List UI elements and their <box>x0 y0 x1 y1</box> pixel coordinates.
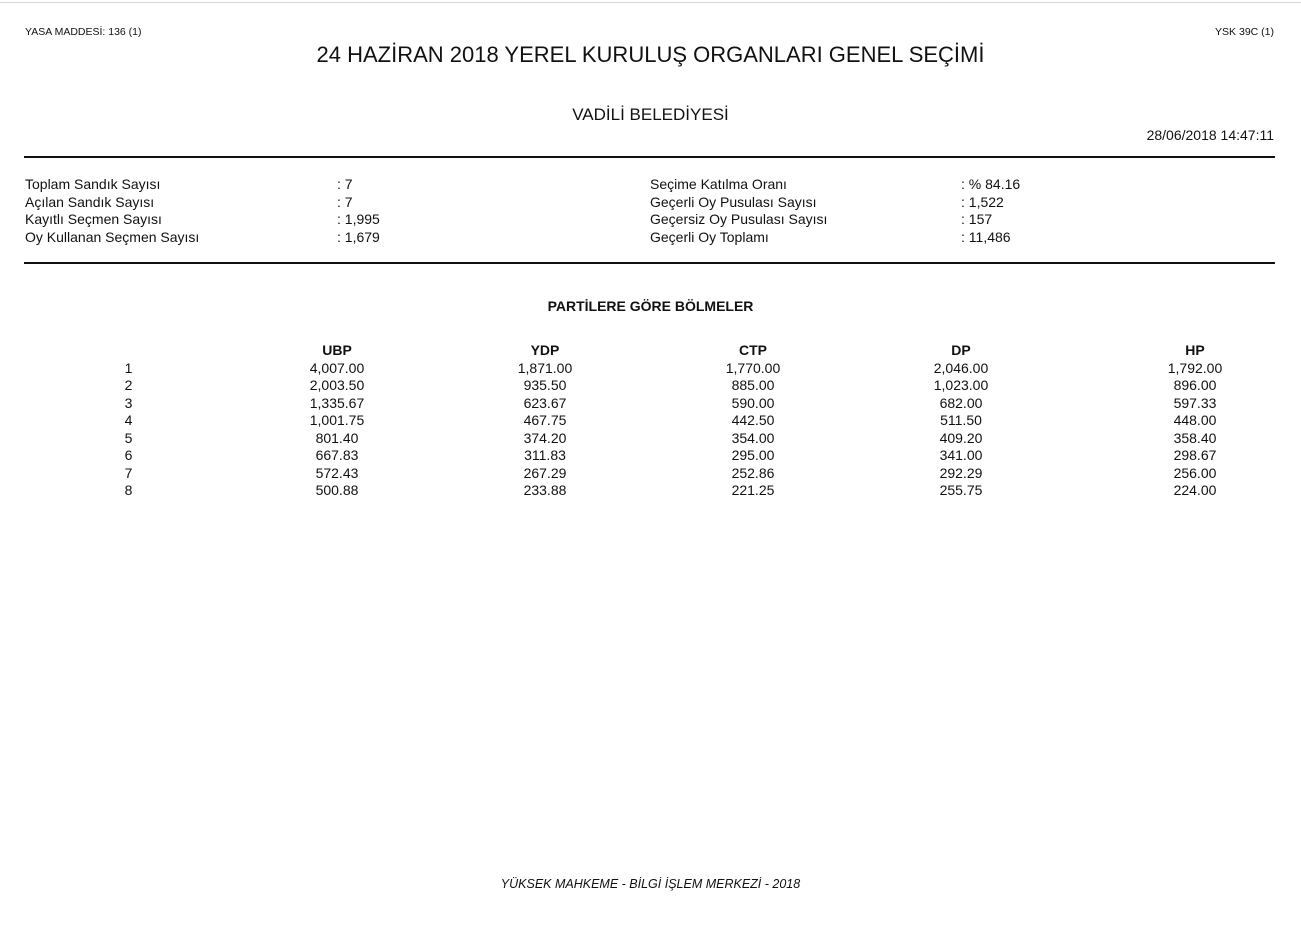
index-header <box>0 342 257 360</box>
stat-value: : 1,679 <box>337 228 380 245</box>
stat-value: : 7 <box>337 176 353 192</box>
division-value-cell: 500.88 <box>315 482 359 498</box>
stat-value: : 1,995 <box>337 211 380 227</box>
municipality-title: VADİLİ BELEDİYESİ <box>572 105 729 124</box>
row-index: 5 <box>124 429 133 446</box>
footer-text: YÜKSEK MAHKEME - BİLGİ İŞLEM MERKEZİ - 2018 <box>500 877 801 891</box>
division-value-cell: 448.00 <box>1173 412 1217 428</box>
division-value-cell: 623.67 <box>523 394 567 411</box>
stat-value: : 1,522 <box>961 193 1004 210</box>
divisions-section-title: PARTİLERE GÖRE BÖLMELER <box>547 298 754 314</box>
table-row <box>0 412 1301 430</box>
division-value-cell: 292.29 <box>939 464 983 481</box>
division-value-cell: 682.00 <box>939 394 983 411</box>
table-row <box>0 482 1301 500</box>
divider-top <box>24 156 1275 158</box>
table-row <box>0 395 1301 413</box>
stat-value: : % 84.16 <box>961 176 1021 192</box>
stat-label: Açılan Sandık Sayısı <box>25 193 155 210</box>
stat-label: Geçerli Oy Pusulası Sayısı <box>650 193 817 210</box>
stat-value: : 7 <box>337 193 353 210</box>
division-value-cell: 1,792.00 <box>1167 359 1223 376</box>
stats-left-values <box>337 176 380 246</box>
division-value-cell: 341.00 <box>939 447 983 463</box>
stat-label: Geçerli Oy Toplamı <box>650 228 769 245</box>
top-border <box>0 2 1301 3</box>
row-index: 3 <box>124 394 133 411</box>
party-header: HP <box>1185 342 1205 358</box>
stat-value: : 157 <box>961 211 993 227</box>
division-value-cell: 252.86 <box>731 464 775 481</box>
division-value-cell: 358.40 <box>1173 429 1217 446</box>
division-value-cell: 1,001.75 <box>309 412 365 428</box>
form-code-label: YSK 39C (1) <box>1215 26 1274 38</box>
stat-value: : 11,486 <box>961 228 1011 245</box>
table-header-row <box>0 342 1301 360</box>
stats-right-values <box>961 176 1020 246</box>
party-header: DP <box>951 342 971 358</box>
row-index: 2 <box>124 377 133 393</box>
division-value-cell: 295.00 <box>731 447 775 463</box>
division-value-cell: 4,007.00 <box>309 359 365 376</box>
report-timestamp: 28/06/2018 14:47:11 <box>1146 127 1274 143</box>
stats-right-labels <box>650 176 827 246</box>
division-value-cell: 354.00 <box>731 429 775 446</box>
stat-label: Toplam Sandık Sayısı <box>25 176 161 192</box>
division-value-cell: 221.25 <box>731 482 775 498</box>
division-value-cell: 1,871.00 <box>517 359 573 376</box>
table-row <box>0 430 1301 448</box>
row-index: 7 <box>124 464 133 481</box>
division-value-cell: 311.83 <box>524 447 566 463</box>
division-value-cell: 467.75 <box>523 412 567 428</box>
law-article-label: YASA MADDESİ: 136 (1) <box>25 26 142 38</box>
division-value-cell: 2,046.00 <box>933 359 989 376</box>
division-value-cell: 256.00 <box>1173 464 1217 481</box>
division-value-cell: 572.43 <box>315 464 359 481</box>
division-value-cell: 896.00 <box>1173 377 1217 393</box>
division-value-cell: 442.50 <box>731 412 775 428</box>
division-value-cell: 1,770.00 <box>725 359 781 376</box>
stat-label: Geçersiz Oy Pusulası Sayısı <box>650 211 828 227</box>
division-value-cell: 255.75 <box>939 482 983 498</box>
party-header: CTP <box>739 342 767 358</box>
division-value-cell: 224.00 <box>1173 482 1217 498</box>
division-value-cell: 801.40 <box>315 429 359 446</box>
division-value-cell: 374.20 <box>523 429 567 446</box>
division-value-cell: 935.50 <box>523 377 567 393</box>
stat-label: Oy Kullanan Seçmen Sayısı <box>25 228 200 245</box>
table-row <box>0 377 1301 395</box>
division-value-cell: 409.20 <box>939 429 983 446</box>
division-value-cell: 267.29 <box>523 464 567 481</box>
division-value-cell: 2,003.50 <box>309 377 365 393</box>
table-body <box>0 360 1301 500</box>
row-index: 8 <box>124 482 133 498</box>
divisions-table <box>0 342 1301 500</box>
table-row <box>0 447 1301 465</box>
party-header: YDP <box>530 342 560 358</box>
row-index: 4 <box>124 412 133 428</box>
division-value-cell: 511.50 <box>940 412 982 428</box>
table-row <box>0 360 1301 378</box>
division-value-cell: 1,335.67 <box>309 394 365 411</box>
division-value-cell: 233.88 <box>523 482 567 498</box>
stat-label: Kayıtlı Seçmen Sayısı <box>25 211 162 227</box>
row-index: 6 <box>124 447 133 463</box>
table-row <box>0 465 1301 483</box>
party-header: UBP <box>322 342 352 358</box>
stat-label: Seçime Katılma Oranı <box>650 176 787 192</box>
division-value-cell: 590.00 <box>731 394 775 411</box>
division-value-cell: 667.83 <box>315 447 359 463</box>
division-value-cell: 1,023.00 <box>933 377 989 393</box>
division-value-cell: 597.33 <box>1173 394 1217 411</box>
division-value-cell: 885.00 <box>731 377 775 393</box>
stats-left-labels <box>25 176 199 246</box>
page-title: 24 HAZİRAN 2018 YEREL KURULUŞ ORGANLARI GENEL SEÇİMİ <box>316 42 985 67</box>
division-value-cell: 298.67 <box>1173 447 1217 463</box>
divider-bottom <box>24 262 1275 264</box>
row-index: 1 <box>124 359 133 376</box>
